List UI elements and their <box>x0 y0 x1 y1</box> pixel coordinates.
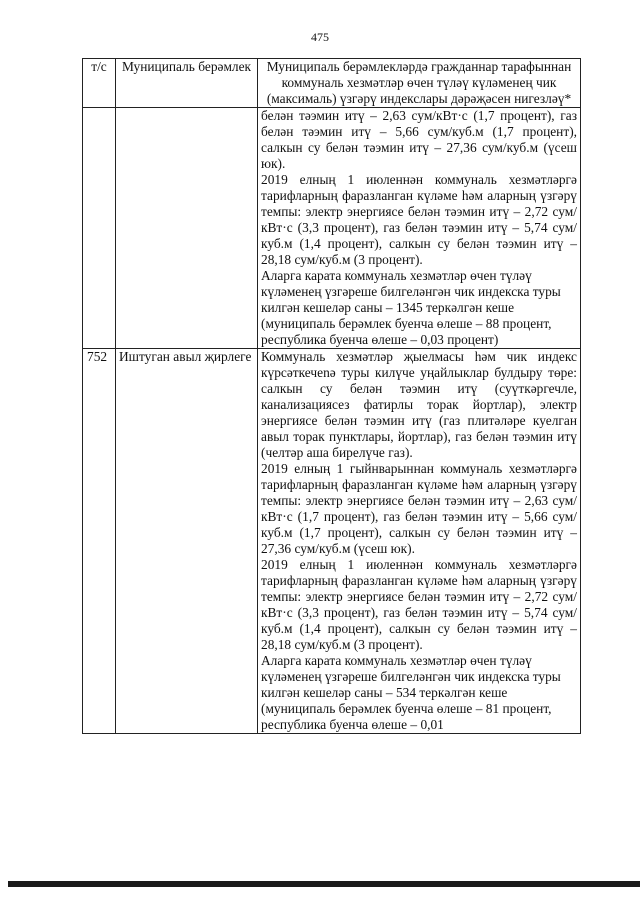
table-row <box>83 349 581 734</box>
tariff-table <box>82 58 581 734</box>
table-row <box>83 108 581 349</box>
paragraph: Коммуналь хезмәтләр җыелмасы һәм чик индекс күрсәткечenә туры килүче уңайлыклар булдыру төре: салкын су белән тәэмин итү (суүткәргечле, канализациясез фатирлы торак йортлар), электр энергиясе белән тәэмин итү (газ плитәләре куелган авыл торак пунктлары, йортлар), газ белән тәэмин итү (челтәр аша бирелүче газ). <box>261 349 577 460</box>
row-basis <box>258 108 581 349</box>
paragraph: Аларга карата коммуналь хезмәтләр өчен түләү күләменең үзгәреше билгеләнгән чик индекска туры килгән кешеләр саны – 1345 теркәлгән кеше (муниципаль берәмлек буенча өлеше – 88 процент, республика буенча өлеше – 0,03 процент) <box>261 268 561 347</box>
row-municipality <box>116 108 258 349</box>
row-number <box>83 108 116 349</box>
paragraph: 2019 елның 1 гыйнварыннан коммуналь хезмәтләргә тарифларның фаразланган күләме һәм аларның үзгәрү темпы: электр энергиясе белән тәэмин итү – 2,63 сум/кВт·с (1,7 процент), газ белән тәэмин итү – 5,66 сум/куб.м (1,7 процент), салкын су белән тәэмин итү – 27,36 сум/куб.м (үсеш юк). <box>261 461 577 556</box>
paragraph: белән тәэмин итү – 2,63 сум/кВт·с (1,7 процент), газ белән тәэмин итү – 5,66 сум/куб.м (1,7 процент), салкын су белән тәэмин итү – 27,36 сум/куб.м (үсеш юк). <box>261 108 577 171</box>
paragraph: Аларга карата коммуналь хезмәтләр өчен түләү күләменең үзгәреше билгеләнгән чик индекска туры килгән кешеләр саны – 534 теркәлгән кеше (муниципаль берәмлек буенча өлеше – 81 процент, республика буенча өлеше – 0,01 <box>261 653 561 732</box>
page-number: 475 <box>311 30 329 44</box>
header-basis: Муниципаль берәмлекләрдә гражданнар тарафыннан коммуналь хезмәтләр өчен түләү күләменең чик (максималь) үзгәрү индекслары дәрәҗәсен нигезләү* <box>258 59 581 108</box>
header-number: т/с <box>83 59 116 108</box>
paragraph: 2019 елның 1 июленнән коммуналь хезмәтләргә тарифларның фаразланган күләме һәм аларның үзгәрү темпы: электр энергиясе белән тәэмин итү – 2,72 сум/кВт·с (3,3 процент), газ белән тәэмин итү – 5,74 сум/куб.м (1,4 процент), салкын су белән тәэмин итү – 28,18 сум/куб.м (3 процент). <box>261 172 577 267</box>
row-municipality: Иштуган авыл җирлеге <box>116 349 258 734</box>
row-basis <box>258 349 581 734</box>
header-municipality: Муниципаль берәмлек <box>116 59 258 108</box>
paragraph: 2019 елның 1 июленнән коммуналь хезмәтләргә тарифларның фаразланган күләме һәм аларның үзгәрү темпы: электр энергиясе белән тәэмин итү – 2,72 сум/кВт·с (3,3 процент), газ белән тәэмин итү – 5,74 сум/куб.м (1,4 процент), салкын су белән тәэмин итү – 28,18 сум/куб.м (3 процент). <box>261 557 577 652</box>
scan-edge-bar <box>8 881 640 887</box>
table-header-row <box>83 59 581 108</box>
row-number: 752 <box>83 349 116 734</box>
